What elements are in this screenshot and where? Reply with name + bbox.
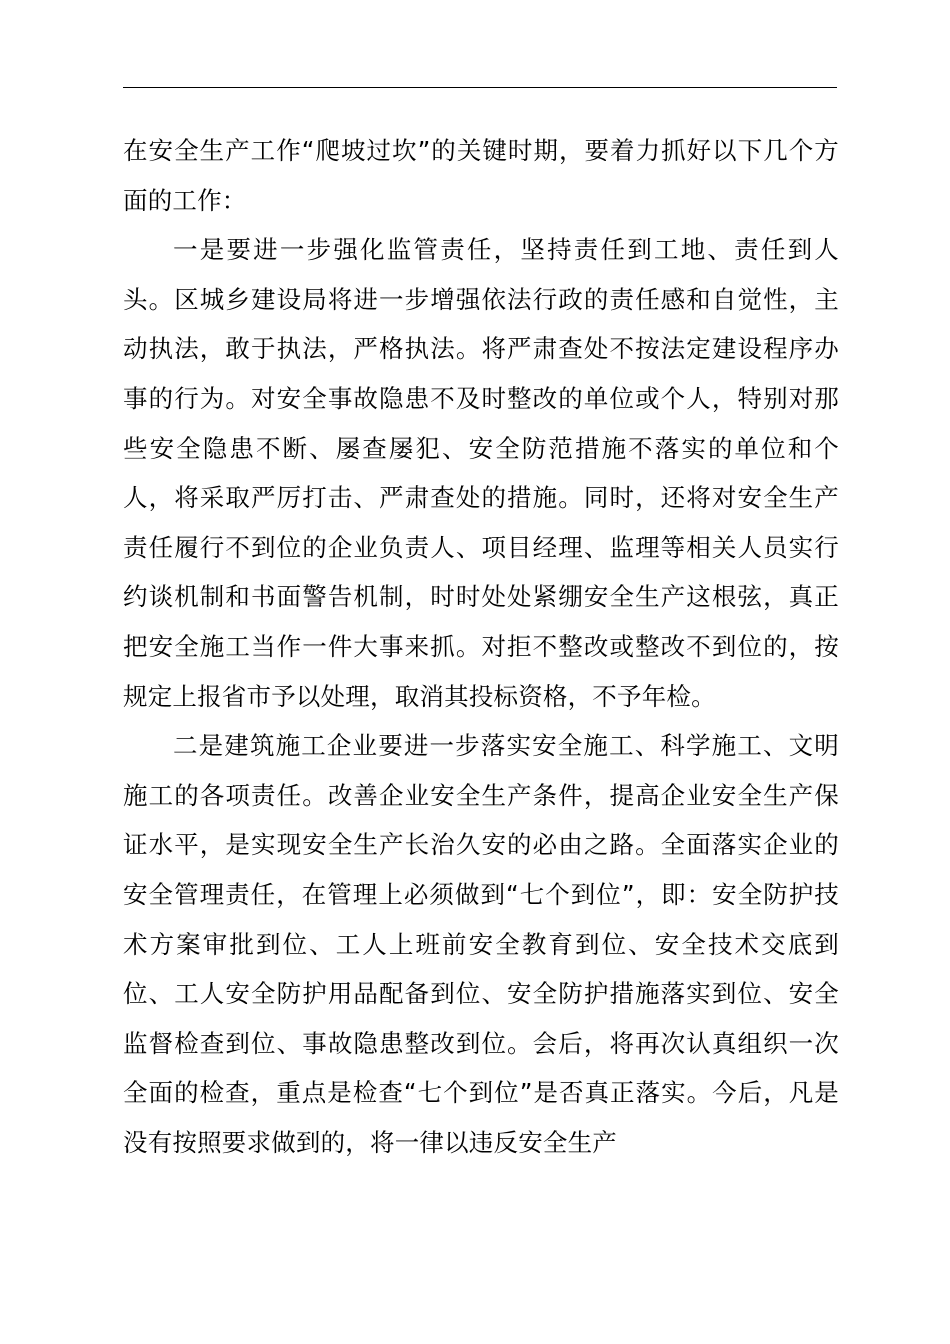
paragraph-point-one: 一是要进一步强化监管责任，坚持责任到工地、责任到人头。区城乡建设局将进一步增强依法行政的责任感和自觉性，主动执法，敢于执法，严格执法。将严肃查处不按法定建设程序办事的行为。对安全事故隐患不及时整改的单位或个人，特别对那些安全隐患不断、屡查屡犯、安全防范措施不落实的单位和个人，将采取严厉打击、严肃查处的措施。同时，还将对安全生产责任履行不到位的企业负责人、项目经理、监理等相关人员实行约谈机制和书面警告机制，时时处处紧绷安全生产这根弦，真正把安全施工当作一件大事来抓。对拒不整改或整改不到位的，按规定上报省市予以处理，取消其投标资格，不予年检。: [123, 235, 839, 711]
header-rule: [123, 87, 837, 88]
paragraph-point-two: 二是建筑施工企业要进一步落实安全施工、科学施工、文明施工的各项责任。改善企业安全生产条件，提高企业安全生产保证水平，是实现安全生产长治久安的必由之路。全面落实企业的安全管理责任，在管理上必须做到“七个到位”，即：安全防护技术方案审批到位、工人上班前安全教育到位、安全技术交底到位、工人安全防护用品配备到位、安全防护措施落实到位、安全监督检查到位、事故隐患整改到位。会后，将再次认真组织一次全面的检查，重点是检查“七个到位”是否真正落实。今后，凡是没有按照要求做到的，将一律以违反安全生产: [123, 731, 839, 1157]
document-body: [123, 126, 839, 1167]
paragraph-intro: 在安全生产工作“爬坡过坎”的关键时期，要着力抓好以下几个方面的工作：: [123, 136, 839, 215]
